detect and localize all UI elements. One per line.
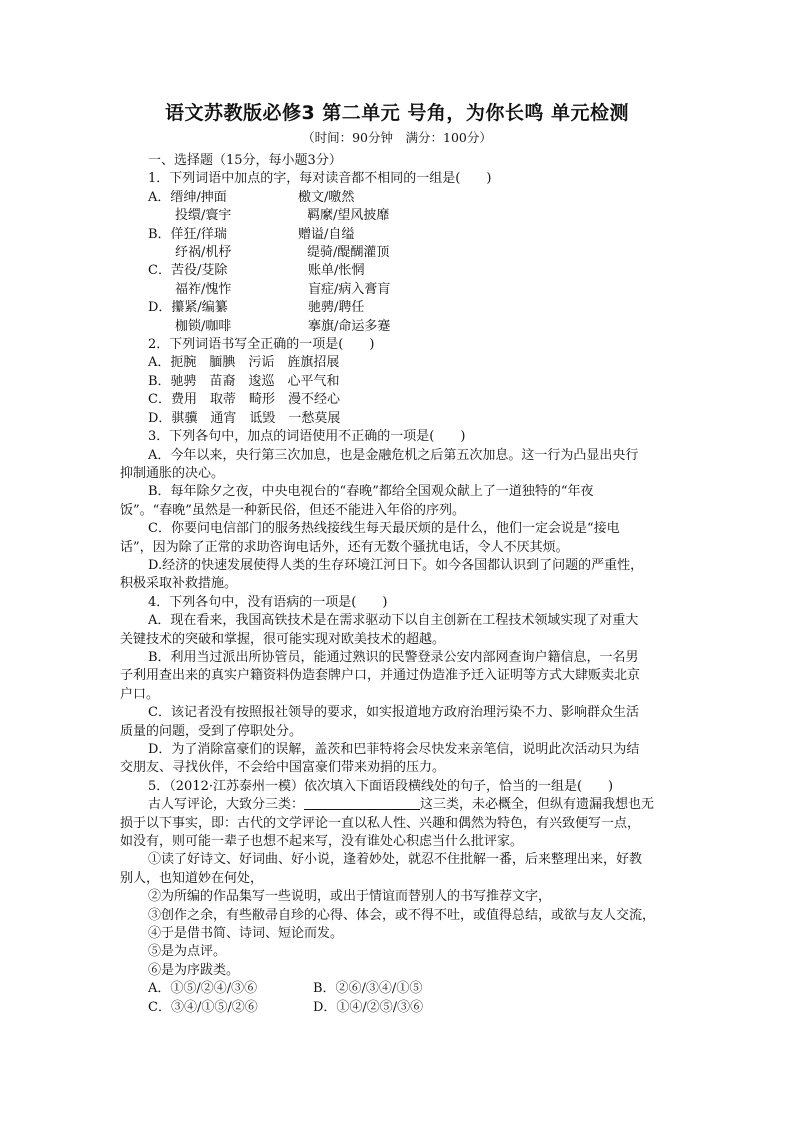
question-5-sentence-4: ④于是借书简、诗词、短论而发。 (148, 926, 344, 942)
question-5-sentence-1: ①读了好诗文、好词曲、好小说，逢着妙处，就忍不住批解一番，后来整理出来，好教 (148, 852, 643, 868)
question-2-option-a: A．扼腕 腼腆 污诟 旌旗招展 (148, 355, 340, 371)
question-5-passage-cont: 损于以下事实，即：古代的文学评论一直以私人性、兴趣和偶然为特色，有兴致便写一点， (120, 815, 641, 831)
question-1-option-c (120, 262, 716, 280)
question-1-option-d (120, 299, 716, 317)
question-2-option-c: C．费用 取蒂 畸形 漫不经心 (148, 392, 340, 408)
question-4-option-a: A．现在看来，我国高铁技术是在需求驱动下以自主创新在工程技术领域实现了对重大 (148, 613, 639, 629)
question-3-option-a-cont: 抑制通胀的决心。 (120, 465, 225, 481)
option-text: 檄文/噭然 (298, 189, 355, 205)
document-body (120, 152, 716, 1017)
question-1-option-b (120, 226, 716, 244)
option-text: C．苦役/芟除 (148, 263, 228, 279)
question-4-stem: 4．下列各句中，没有语病的一项是( ) (148, 594, 388, 610)
passage-text: 古人写评论，大致分三类： (148, 797, 305, 813)
option-text: 赠谥/自缢 (298, 226, 355, 242)
question-2-option-d: D．骐骥 通宵 诋毁 一愁莫展 (148, 410, 341, 426)
question-5-sentence-3: ③创作之余，有些敝帚自珍的心得、体会，或不得不吐，或值得总结，或欲与友人交流， (148, 907, 656, 923)
option-text: 羁縻/望风披靡 (307, 208, 390, 224)
option-text: 盲症/病入膏肓 (308, 281, 391, 297)
option-text: 枷锁/咖啡 (175, 318, 232, 334)
question-4-option-c-cont: 质量的问题，受到了停职处分。 (120, 723, 303, 739)
option-text: B．②⑥/③④/①⑤ (313, 981, 423, 997)
exam-info: （时间：90分钟 满分：100分） (302, 130, 492, 145)
question-4-option-a-cont: 关键技术的突破和掌握，很可能实现对欧美技术的超越。 (120, 631, 446, 647)
question-5-sentence-1-cont: 别人，也知道妙在何处， (120, 870, 264, 886)
page-title: 语文苏教版必修3 第二单元 号角，为你长鸣 单元检测 (164, 102, 630, 124)
question-4-option-c: C．该记者没有按照报社领导的要求，如实报道地方政府治理污染不力、影响群众生活 (148, 705, 639, 721)
question-1-stem: 1．下列词语中加点的字，每对读音都不相同的一组是( ) (148, 171, 492, 187)
question-3-option-d: D.经济的快速发展使得人类的生存环境江河日下。如今各国都认识到了问题的严重性， (148, 557, 644, 573)
question-3-option-c: C．你要问电信部门的服务热线接线生每天最厌烦的是什么，他们一定会说是“接电 (148, 521, 620, 537)
question-4-option-d: D．为了消除富豪们的误解，盖茨和巴菲特将会尽快发来亲笔信，说明此次活动只为结 (148, 742, 640, 757)
question-5-stem: 5．（2012·江苏泰州一模）依次填入下面语段横线处的句子，恰当的一组是( ) (148, 778, 614, 794)
option-text: B．佯狂/徉瑞 (148, 226, 227, 242)
question-4-option-b-cont: 子利用查出来的真实户籍资料伪造套牌户口，并通过伪造准予迁入证明等方式大肆贩卖北京 (120, 668, 641, 684)
question-3-option-d-cont: 积极采取补救措施。 (120, 576, 238, 592)
option-text: D．攥紧/编纂 (148, 300, 228, 316)
option-text: 缇骑/醍醐灌顶 (307, 245, 390, 261)
question-3-option-a: A．今年以来，央行第三次加息，也是金融危机之后第五次加息。这一行为凸显出央行 (148, 447, 639, 463)
option-text: 福祚/愧怍 (175, 281, 232, 297)
question-4-option-b-cont: 户口。 (120, 686, 160, 702)
option-text: A．①⑤/②④/③⑥ (148, 981, 258, 997)
section-heading: 一、选择题（15分，每小题3分） (148, 153, 342, 168)
question-5-passage (120, 796, 716, 814)
question-1-option-a (120, 189, 716, 207)
option-text: 搴旗/命运多蹇 (308, 318, 391, 334)
question-1-option-a-cont (120, 207, 716, 225)
option-text: D．①④/②⑤/③⑥ (313, 999, 424, 1015)
option-text: 纾祸/机杼 (175, 245, 232, 261)
answer-blank (304, 796, 420, 810)
option-text: 账单/怅惘 (308, 263, 365, 279)
question-5-sentence-2: ②为所编的作品集写一些说明，或出于情谊而替别人的书写推荐文字， (148, 889, 552, 905)
question-1-option-c-cont (120, 281, 716, 299)
question-5-sentence-6: ⑥是为序跋类。 (148, 962, 240, 978)
question-5-options-cd (120, 999, 716, 1017)
question-2-option-b: B．驰骋 苗裔 逡巡 心平气和 (148, 373, 340, 389)
question-4-option-b: B．利用当过派出所协管员，能通过熟识的民警登录公安内部网查询户籍信息，一名男 (148, 649, 639, 665)
question-4-option-d-cont: 交朋友、寻找伙伴，不会给中国富豪们带来劝捐的压力。 (120, 760, 446, 776)
question-5-passage-cont: 如没有，则可能一辈子也想不起来写，没有谁处心积虑当什么批评家。 (120, 834, 524, 850)
option-text: 驰骋/聘任 (308, 300, 365, 316)
option-text: C．③④/①⑤/②⑥ (148, 999, 258, 1015)
question-3-option-c-cont: 话”，因为除了正常的求助咨询电话外，还有无数个骚扰电话，令人不厌其烦。 (120, 539, 569, 555)
question-3-stem: 3．下列各句中，加点的词语使用不正确的一项是( ) (148, 429, 466, 445)
question-2-stem: 2．下列词语书写全正确的一项是( ) (148, 337, 375, 353)
question-3-option-b: B．每年除夕之夜，中央电视台的“春晚”都给全国观众献上了一道独特的“年夜 (148, 484, 594, 500)
question-1-option-b-cont (120, 244, 716, 262)
passage-text: 这三类，未必概全，但纵有遗漏我想也无 (420, 797, 655, 813)
question-1-option-d-cont (120, 318, 716, 336)
option-text: 投缳/寰宇 (175, 208, 232, 224)
question-3-option-b-cont: 饭”。“春晚”虽然是一种新民俗，但还不能进入年俗的序列。 (120, 502, 465, 518)
question-5-sentence-5: ⑤是为点评。 (148, 944, 227, 960)
question-5-options-ab (120, 980, 716, 998)
option-text: A．缙绅/抻面 (148, 189, 227, 205)
